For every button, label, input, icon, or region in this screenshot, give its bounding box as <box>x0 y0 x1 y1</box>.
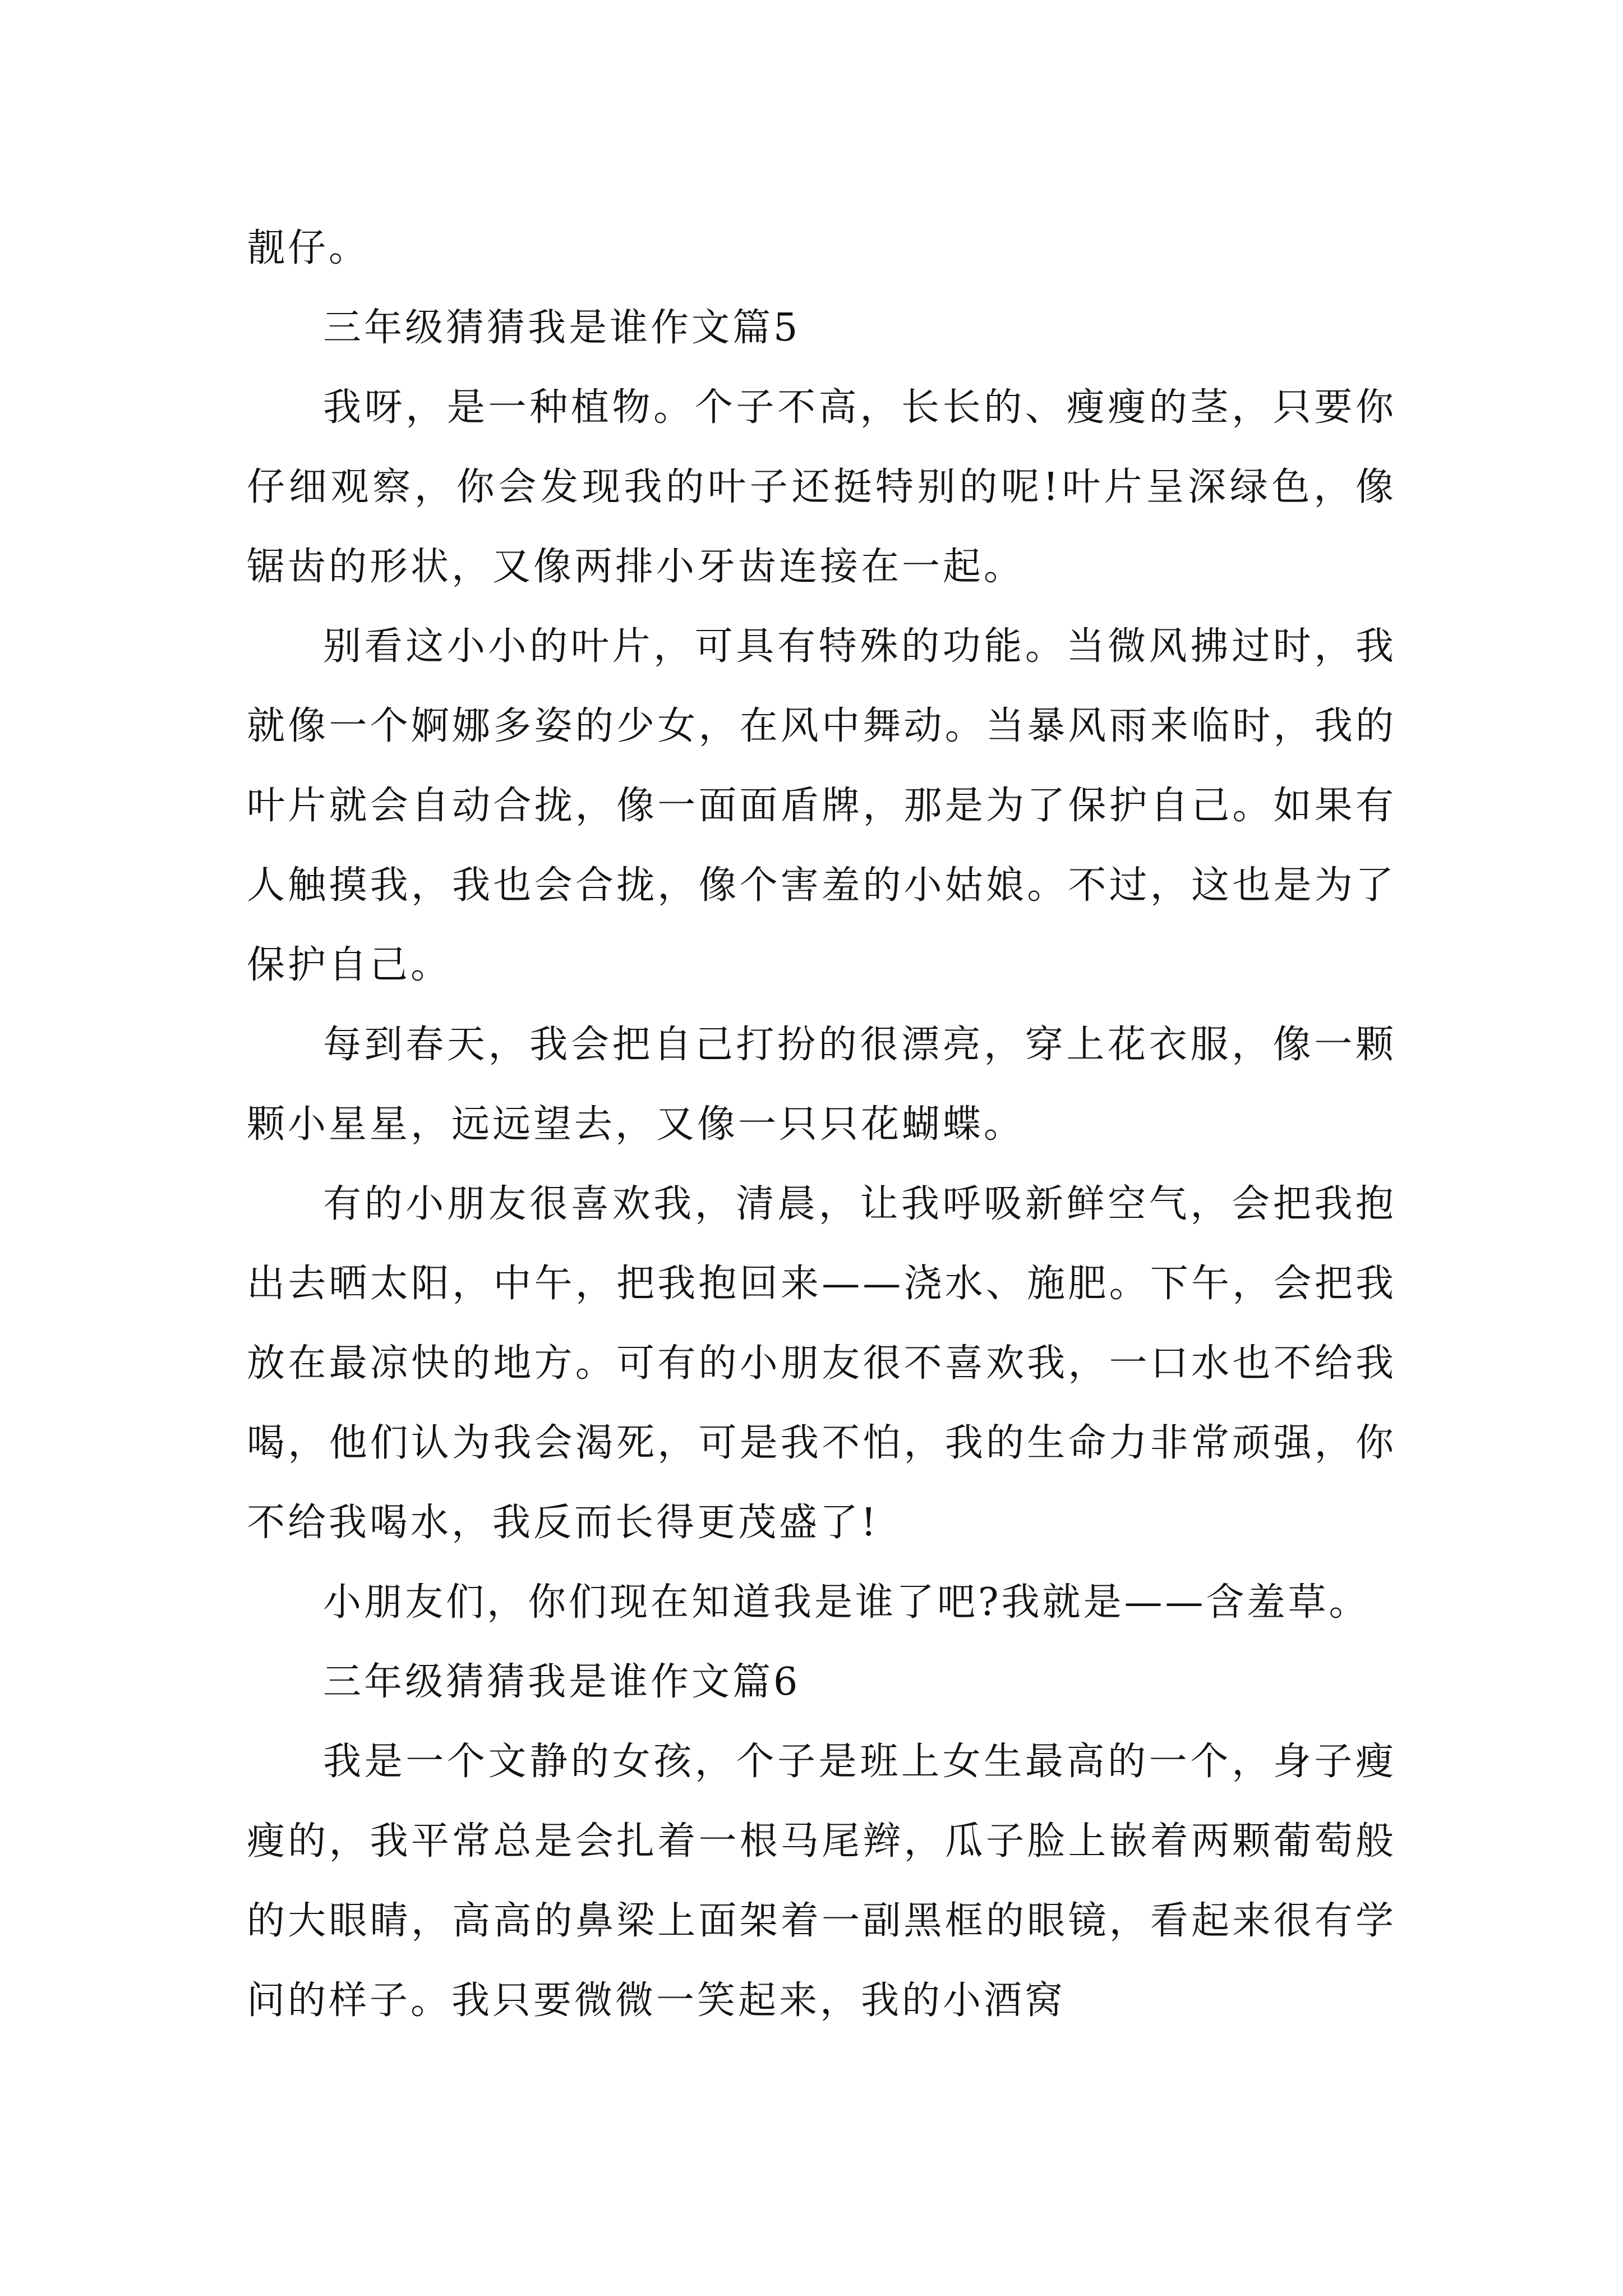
paragraph: 有的小朋友很喜欢我，清晨，让我呼吸新鲜空气，会把我抱出去晒太阳，中午，把我抱回来——浇水、施肥。下午，会把我放在最凉快的地方。可有的小朋友很不喜欢我，一口水也不给我喝，他们认为我会渴死，可是我不怕，我的生命力非常顽强，你不给我喝水，我反而长得更茂盛了! <box>247 1182 1396 1545</box>
paragraph: 我是一个文静的女孩，个子是班上女生最高的一个，身子瘦瘦的，我平常总是会扎着一根马尾辫，瓜子脸上嵌着两颗葡萄般的大眼睛，高高的鼻梁上面架着一副黑框的眼镜，看起来很有学问的样子。我只要微微一笑起来，我的小酒窝 <box>247 1740 1396 2023</box>
section-heading-5: 三年级猜猜我是谁作文篇5 <box>323 306 801 350</box>
document-body <box>247 209 1396 2041</box>
paragraph: 我呀，是一种植物。个子不高，长长的、瘦瘦的茎，只要你仔细观察，你会发现我的叶子还挺特别的呢!叶片呈深绿色，像锯齿的形状，又像两排小牙齿连接在一起。 <box>247 385 1396 589</box>
continuation-text: 靓仔。 <box>247 226 370 270</box>
paragraph: 小朋友们，你们现在知道我是谁了吧?我就是——含羞草。 <box>323 1580 1370 1625</box>
paragraph: 每到春天，我会把自己打扮的很漂亮，穿上花衣服，像一颗颗小星星，远远望去，又像一只只花蝴蝶。 <box>247 1023 1396 1147</box>
paragraph: 别看这小小的叶片，可具有特殊的功能。当微风拂过时，我就像一个婀娜多姿的少女，在风中舞动。当暴风雨来临时，我的叶片就会自动合拢，像一面面盾牌，那是为了保护自己。如果有人触摸我，我也会合拢，像个害羞的小姑娘。不过，这也是为了保护自己。 <box>247 624 1396 987</box>
section-heading-6: 三年级猜猜我是谁作文篇6 <box>323 1660 801 1704</box>
